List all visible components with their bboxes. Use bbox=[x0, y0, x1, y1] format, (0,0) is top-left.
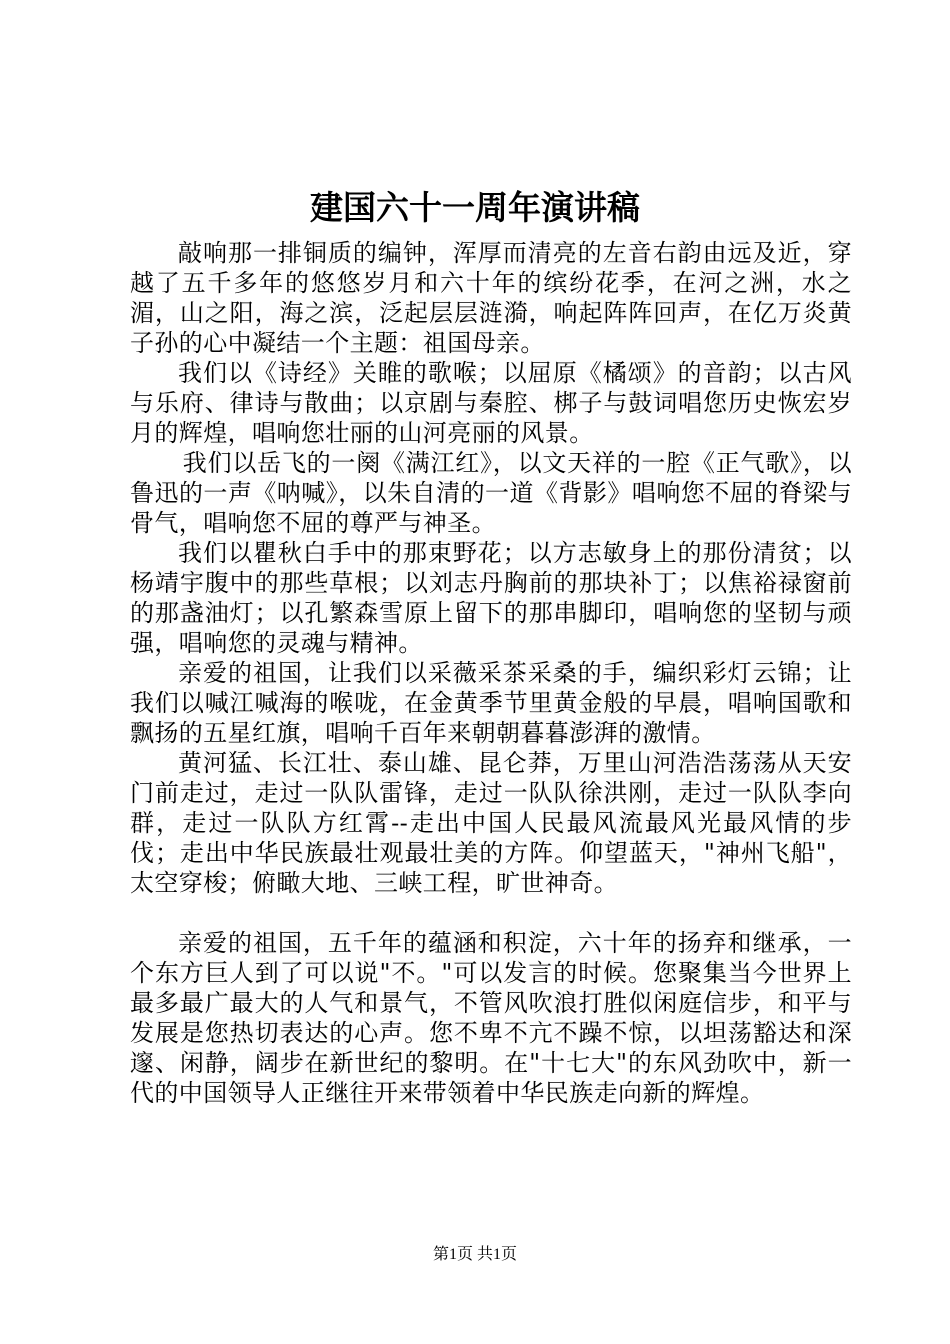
paragraph-6: 黄河猛、长江壮、泰山雄、昆仑莽，万里山河浩浩荡荡从天安门前走过，走过一队队雷锋，走过一队队徐洪刚，走过一队队李向群，走过一队队方红霄--走出中国人民最风流最风光最风情的步伐；走出中华民族最壮观最壮美的方阵。仰望蓝天，"神州飞船"，太空穿梭；俯瞰大地、三峡工程，旷世神奇。 bbox=[130, 749, 852, 897]
paragraph-5: 亲爱的祖国，让我们以采薇采茶采桑的手，编织彩灯云锦；让我们以喊江喊海的喉咙，在金黄季节里黄金般的早晨，唱响国歌和飘扬的五星红旗，唱响千百年来朝朝暮暮澎湃的激情。 bbox=[130, 659, 852, 747]
paragraph-7: 亲爱的祖国，五千年的蕴涵和积淀，六十年的扬弃和继承，一个东方巨人到了可以说"不。"可以发言的时候。您聚集当今世界上最多最广最大的人气和景气，不管风吹浪打胜似闲庭信步，和平与发展是您热切表达的心声。您不卑不亢不躁不惊，以坦荡豁达和深邃、闲静，阔步在新世纪的黎明。在"十七大"的东风劲吹中，新一代的中国领导人正继往开来带领着中华民族走向新的辉煌。 bbox=[130, 929, 852, 1107]
paragraph-2: 我们以《诗经》关睢的歌喉；以屈原《橘颂》的音韵；以古风与乐府、律诗与散曲；以京剧与秦腔、梆子与鼓词唱您历史恢宏岁月的辉煌，唱响您壮丽的山河亮丽的风景。 bbox=[130, 359, 852, 447]
paragraph-spacer bbox=[130, 898, 852, 928]
document-body bbox=[130, 238, 852, 1108]
page-footer: 第1页 共1页 bbox=[432, 1246, 517, 1263]
page-title: 建国六十一周年演讲稿 bbox=[310, 188, 640, 227]
paragraph-3: 我们以岳飞的一阕《满江红》，以文天祥的一腔《正气歌》，以鲁迅的一声《呐喊》，以朱自清的一道《背影》唱响您不屈的脊梁与骨气，唱响您不屈的尊严与神圣。 bbox=[130, 449, 852, 537]
paragraph-1: 敲响那一排铜质的编钟，浑厚而清亮的左音右韵由远及近，穿越了五千多年的悠悠岁月和六十年的缤纷花季，在河之洲，水之湄，山之阳，海之滨，泛起层层涟漪，响起阵阵回声，在亿万炎黄子孙的心中凝结一个主题：祖国母亲。 bbox=[130, 239, 852, 357]
paragraph-4: 我们以瞿秋白手中的那束野花；以方志敏身上的那份清贫；以杨靖宇腹中的那些草根；以刘志丹胸前的那块补丁；以焦裕禄窗前的那盏油灯；以孔繁森雪原上留下的那串脚印，唱响您的坚韧与顽强，唱响您的灵魂与精神。 bbox=[130, 539, 852, 657]
